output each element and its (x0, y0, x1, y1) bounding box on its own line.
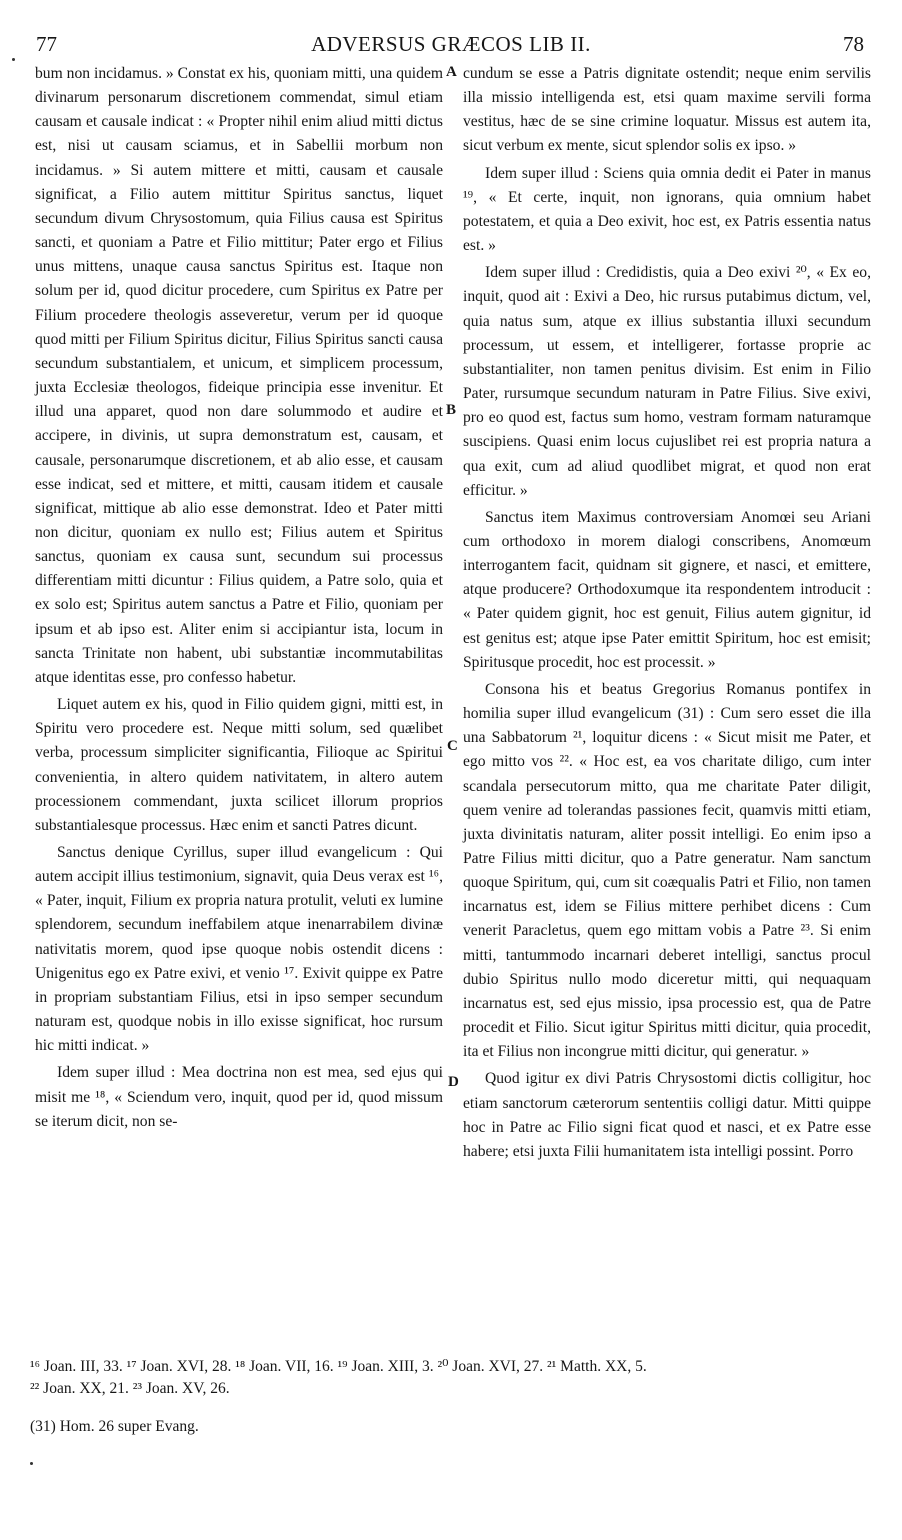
footnote: (31) Hom. 26 super Evang. (30, 1418, 199, 1435)
scripture-references-line-1: ¹⁶ Joan. III, 33. ¹⁷ Joan. XVI, 28. ¹⁸ Joan. VII, 16. ¹⁹ Joan. XIII, 3. ²⁰ Joan. XVI, 27. ²¹ Matth. XX, 5. (30, 1358, 647, 1375)
paragraph: Idem super illud : Credidistis, quia a Deo exivi ²⁰, « Ex eo, inquit, quod ait : Exivi a Deo, hic rursus putabimus dictum, vel, quia natus sum, atque ex illius substantia illuxi secundum processum, ut essem, et intelligerer, fortasse proprie ac substantialiter, non tamen penitus divisim. Est enim in Filio Pater, rursumque secundum naturam in Patre Filius. Sive exivi, pro eo quod est, factus sum homo, vestram formam naturamque suscipiens. Quasi enim locus cujuslibet rei est propria natura a qua exit, cum ad aliud quodlibet migrat, et quod non erat efficitur. » (463, 264, 871, 499)
paragraph: Idem super illud : Sciens quia omnia dedit ei Pater in manus ¹⁹, « Et certe, inquit, non ignorans, quia omnium habet potestatem, et quia a Deo exivit, hoc est, ex Patris essentia natus est. » (463, 164, 871, 255)
page-speck (30, 1462, 33, 1465)
right-column (463, 62, 871, 1164)
margin-marker-c: C (447, 738, 458, 754)
margin-marker-a: A (446, 64, 457, 80)
paragraph: Sanctus item Maximus controversiam Anomœi seu Ariani cum orthodoxo in morem dialogi conscribens, Anomœum interrogantem facit, quidnam sit gignere, et nasci, et emittere, atque producere? Orthodoxumque ita respondentem introducit : « Pater quidem gignit, hoc est genuit, Filius autem gignitur, id est genitus est; atque ipse Pater emittit Spiritum, hoc est emisit; Spiritusque procedit, hoc est processit. » (463, 508, 871, 671)
page-number-left: 77 (36, 32, 57, 56)
paragraph: cundum se esse a Patris dignitate ostendit; neque enim servilis illa missio intelligenda est, etsi quam maxime servili forma vestitus, hæc de se sine crimine loquatur. Missus est autem ita, sicut verbum ex mente, sicut splendor solis ex ipso. » (463, 65, 871, 155)
paragraph: Sanctus denique Cyrillus, super illud evangelicum : Qui autem accipit illius testimonium, signavit, quia Deus verax est ¹⁶, « Pater, inquit, Filium ex propria natura protulit, veluti ex lumine splendorem, secundum ineffabilem atque inenarrabilem divinæ nativitatis morem, quod ipse quoque nobis ostendit dicens : Unigenitus ego ex Patre exivi, et venio ¹⁷. Exivit quippe ex Patre in propriam substantiam Filius, etsi in ipso semper secundum naturam est, quodque nobis in illo exisse significat, hoc rursum hic mitti indicat. » (35, 844, 443, 1055)
running-title: ADVERSUS GRÆCOS LIB II. (311, 32, 591, 56)
page-number-right: 78 (843, 32, 864, 56)
paragraph: Idem super illud : Mea doctrina non est mea, sed ejus qui misit me ¹⁸, « Sciendum vero, inquit, quod per id, quod missum se iterum dicit, non se- (35, 1064, 443, 1130)
scripture-references-line-2: ²² Joan. XX, 21. ²³ Joan. XV, 26. (30, 1380, 230, 1397)
paragraph: bum non incidamus. » Constat ex his, quoniam mitti, una quidem divinarum personarum discretionem commendat, simul etiam causam et causale indicat : « Propter nihil enim aliud mitti dictus est, nisi ut causam sciamus, et in Sabellii morbum non incidamus. » Si autem mittere et mitti, causam et causale significat, a Filio autem mittitur Spiritus sanctus, liquet secundum divum Chrysostomum, quia Filius causa est Spiritus sancti, et quoniam a Patre et Filio mittitur; Pater ergo et Filius unus mittens, unaque causa sanctus Spiritus est. Itaque non solum per id, quod dicitur procedere, cum Spiritus ex Patre per Filium procedere theologis asseveretur, verum per id quoque quod mitti per Filium Spiritus dicitur, Filius Spiritus sancti causa secundum substantialem, et unicum, et simplicem processum, juxta Ecclesiæ theologos, fideique principia esse invenitur. Et illud una apparet, quod non dare solummodo et audire et accipere, in divinis, ut supra demonstratum est, causam, et causale, personarumque discretionem, et ab alio esse, et causam esse indicat, sed et mittere, et mitti, causam itidem et causale significat, mittique ab alio esse demonstrat. Ideo et Pater mitti non dicitur, quoniam ex nullo est; Filius autem et Spiritus sanctus, quoniam ex causa sunt, secundum sui processus differentiam mitti dicuntur : Filius quidem, a Patre solo, quia et ex solo est; Spiritus autem sanctus a Patre et Filio, quoniam per ipsum et ab ipso est. Aliter enim si accipiantur ista, locum in sancta Trinitate non habent, ubi substantiæ incommutabilitas atque identitas esse, pro confesso habetur. (35, 65, 443, 686)
margin-marker-d: D (448, 1074, 459, 1090)
page-speck (12, 58, 15, 61)
left-column (35, 62, 443, 1134)
paragraph: Consona his et beatus Gregorius Romanus pontifex in homilia super illud evangelicum (31) : Cum sero esset die illa una Sabbatorum ²¹, loquitur dicens : « Sicut misit me Pater, et ego mitto vos ²². « Hoc est, ea vos charitate diligo, cum inter scandala persecutorum mitto, qua me charitate Pater diligit, quem venire ad tolerandas passiones fecit, quamvis mitti etiam, juxta divinitatis naturam, aliter possit intelligi. Eo enim ipso a Patre Filius mitti dicitur, quo a Patre generatur. Nam sanctum quoque Spiritum, qui, cum sit coæqualis Patri et Filio, non tamen incarnatus est, idem se Filius mittere perhibet dicens : Cum venerit Paracletus, quem ego mittam vobis a Patre ²³. Si enim mitti, tantummodo incarnari deberet intelligi, sanctus procul dubio Spiritus nullo modo diceretur mitti, qui nequaquam incarnatus est, sed ejus missio, ipsa processio est, qua de Patre procedit et Filio. Sicut igitur Spiritus mitti dicitur, quia procedit, ita et Filius non incongrue mitti dicitur, qui generatur. » (463, 680, 871, 1061)
margin-marker-b: B (446, 402, 457, 418)
running-header (0, 32, 902, 62)
paragraph: Liquet autem ex his, quod in Filio quidem gigni, mitti est, in Spiritu vero procedere est. Neque mitti solum, sed quælibet verba, processum simpliciter significantia, Filioque ac Spiritui convenientia, in altero quidem nativitatem, in altero autem processionem commendant, juxta scilicet illorum proprios substantialesque processus. Hæc enim et sancti Patres dicunt. (35, 696, 443, 834)
paragraph: Quod igitur ex divi Patris Chrysostomi dictis colligitur, hoc etiam sanctorum cæterorum sententiis colligi datur. Mitti quippe hoc in Patre ac Filio signi ficat quod et nasci, et ex Patre esse habere; etsi juxta Filii humanitatem ista intelligi possint. Porro (463, 1070, 871, 1160)
